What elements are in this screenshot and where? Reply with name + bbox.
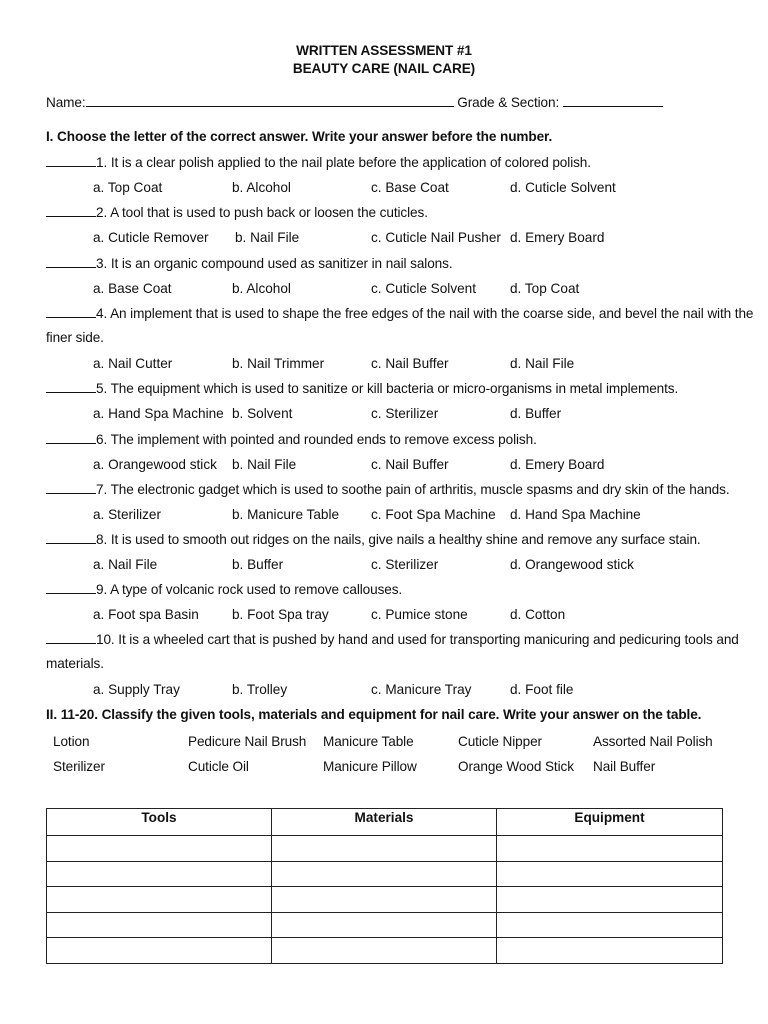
item-bank-entry: Manicure Table — [323, 734, 414, 749]
choice-a: a. Orangewood stick — [93, 457, 217, 472]
header-materials: Materials — [272, 809, 497, 836]
answer-blank[interactable] — [46, 531, 96, 544]
item-bank-entry: Orange Wood Stick — [458, 759, 574, 774]
choice-a: a. Nail Cutter — [93, 356, 173, 371]
choice-a: a. Base Coat — [93, 281, 172, 296]
name-blank — [86, 94, 454, 107]
classification-table — [46, 808, 723, 964]
part1-instruction: I. Choose the letter of the correct answer. Write your answer before the number. — [46, 129, 553, 144]
choice-d: d. Emery Board — [510, 230, 605, 245]
answer-blank[interactable] — [46, 255, 96, 268]
choice-b: b. Buffer — [232, 557, 284, 572]
choice-b: b. Nail File — [235, 230, 300, 245]
item-bank-entry: Pedicure Nail Brush — [188, 734, 307, 749]
choice-c: c. Cuticle Solvent — [371, 281, 477, 296]
question-9 — [46, 581, 402, 598]
item-bank-entry: Lotion — [53, 734, 90, 749]
name-line — [46, 94, 663, 111]
answer-cell[interactable] — [497, 938, 723, 964]
choice-b: b. Foot Spa tray — [232, 607, 329, 622]
question-4 — [46, 305, 753, 322]
question-text: 3. It is an organic compound used as sanitizer in nail salons. — [96, 256, 453, 271]
answer-cell[interactable] — [272, 861, 497, 887]
answer-cell[interactable] — [47, 912, 272, 938]
choice-a: a. Sterilizer — [93, 507, 161, 522]
answer-cell[interactable] — [47, 887, 272, 913]
choice-b: b. Manicure Table — [232, 507, 340, 522]
question-text: 9. A type of volcanic rock used to remove callouses. — [96, 582, 403, 597]
item-bank-entry: Nail Buffer — [593, 759, 656, 774]
question-text: 2. A tool that is used to push back or loosen the cuticles. — [96, 205, 428, 220]
item-bank-entry: Manicure Pillow — [323, 759, 417, 774]
header-equipment: Equipment — [497, 809, 723, 836]
choice-c: c. Sterilizer — [371, 406, 439, 421]
question-text: 10. It is a wheeled cart that is pushed by hand and used for transporting manicuring and pedicuring tools and — [96, 632, 739, 647]
answer-cell[interactable] — [47, 938, 272, 964]
choice-d: d. Emery Board — [510, 457, 605, 472]
grade-label: Grade & Section: — [457, 95, 560, 110]
table-row — [47, 887, 723, 913]
grade-blank — [563, 94, 663, 107]
question-10 — [46, 631, 739, 648]
choice-c: c. Manicure Tray — [371, 682, 472, 697]
choice-d: d. Hand Spa Machine — [510, 507, 641, 522]
choice-b: b. Solvent — [232, 406, 293, 421]
choice-a: a. Foot spa Basin — [93, 607, 199, 622]
answer-cell[interactable] — [272, 938, 497, 964]
table-header-row — [47, 809, 723, 836]
choice-a: a. Cuticle Remover — [93, 230, 209, 245]
choice-a: a. Top Coat — [93, 180, 163, 195]
choice-d: d. Top Coat — [510, 281, 580, 296]
choice-a: a. Hand Spa Machine — [93, 406, 224, 421]
question-text: 8. It is used to smooth out ridges on the nails, give nails a healthy shine and remove any surface stain. — [96, 532, 701, 547]
answer-cell[interactable] — [497, 836, 723, 862]
choice-b: b. Trolley — [232, 682, 288, 697]
choice-c: c. Nail Buffer — [371, 356, 449, 371]
choice-a: a. Nail File — [93, 557, 158, 572]
answer-blank[interactable] — [46, 431, 96, 444]
answer-blank[interactable] — [46, 631, 96, 644]
answer-cell[interactable] — [497, 861, 723, 887]
question-text-continued: finer side. — [46, 330, 104, 345]
answer-blank[interactable] — [46, 204, 96, 217]
answer-blank[interactable] — [46, 380, 96, 393]
question-8 — [46, 531, 701, 548]
answer-cell[interactable] — [497, 887, 723, 913]
answer-cell[interactable] — [272, 912, 497, 938]
answer-blank[interactable] — [46, 481, 96, 494]
choice-c: c. Cuticle Nail Pusher — [371, 230, 501, 245]
table-row — [47, 912, 723, 938]
choice-c: c. Pumice stone — [371, 607, 468, 622]
question-text: 7. The electronic gadget which is used to soothe pain of arthritis, muscle spasms and dry skin of the hands. — [96, 482, 730, 497]
choice-d: d. Nail File — [510, 356, 575, 371]
table-row — [47, 938, 723, 964]
question-2 — [46, 204, 428, 221]
choice-d: d. Orangewood stick — [510, 557, 634, 572]
choice-d: d. Foot file — [510, 682, 574, 697]
choice-d: d. Cuticle Solvent — [510, 180, 616, 195]
part2-instruction: II. 11-20. Classify the given tools, materials and equipment for nail care. Write your answer on the table. — [46, 707, 702, 722]
question-5 — [46, 380, 678, 397]
choice-c: c. Base Coat — [371, 180, 449, 195]
answer-cell[interactable] — [47, 861, 272, 887]
question-3 — [46, 255, 453, 272]
answer-cell[interactable] — [272, 836, 497, 862]
item-bank-entry: Cuticle Oil — [188, 759, 249, 774]
choice-c: c. Nail Buffer — [371, 457, 449, 472]
choice-c: c. Sterilizer — [371, 557, 439, 572]
answer-blank[interactable] — [46, 154, 96, 167]
answer-cell[interactable] — [47, 836, 272, 862]
document-subtitle: BEAUTY CARE (NAIL CARE) — [292, 61, 476, 76]
answer-cell[interactable] — [497, 912, 723, 938]
answer-blank[interactable] — [46, 581, 96, 594]
question-6 — [46, 431, 537, 448]
question-text: 1. It is a clear polish applied to the nail plate before the application of colored polish. — [96, 155, 591, 170]
choice-c: c. Foot Spa Machine — [371, 507, 496, 522]
header-tools: Tools — [47, 809, 272, 836]
choice-d: d. Buffer — [510, 406, 562, 421]
table-row — [47, 861, 723, 887]
table-row — [47, 836, 723, 862]
name-label: Name: — [46, 95, 86, 110]
choice-d: d. Cotton — [510, 607, 566, 622]
question-text-continued: materials. — [46, 656, 104, 671]
choice-b: b. Nail File — [232, 457, 297, 472]
item-bank-entry: Cuticle Nipper — [458, 734, 542, 749]
choice-a: a. Supply Tray — [93, 682, 180, 697]
question-text: 5. The equipment which is used to sanitize or kill bacteria or micro-organisms in metal implements. — [96, 381, 679, 396]
choice-b: b. Alcohol — [232, 281, 291, 296]
question-1 — [46, 154, 591, 171]
choice-b: b. Nail Trimmer — [232, 356, 325, 371]
item-bank-entry: Sterilizer — [53, 759, 105, 774]
question-text: 4. An implement that is used to shape the free edges of the nail with the coarse side, and bevel the nail with the — [96, 306, 754, 321]
item-bank-entry: Assorted Nail Polish — [593, 734, 713, 749]
answer-blank[interactable] — [46, 305, 96, 318]
question-text: 6. The implement with pointed and rounded ends to remove excess polish. — [96, 432, 537, 447]
choice-b: b. Alcohol — [232, 180, 291, 195]
document-title: WRITTEN ASSESSMENT #1 — [296, 43, 472, 58]
question-7 — [46, 481, 730, 498]
answer-cell[interactable] — [272, 887, 497, 913]
